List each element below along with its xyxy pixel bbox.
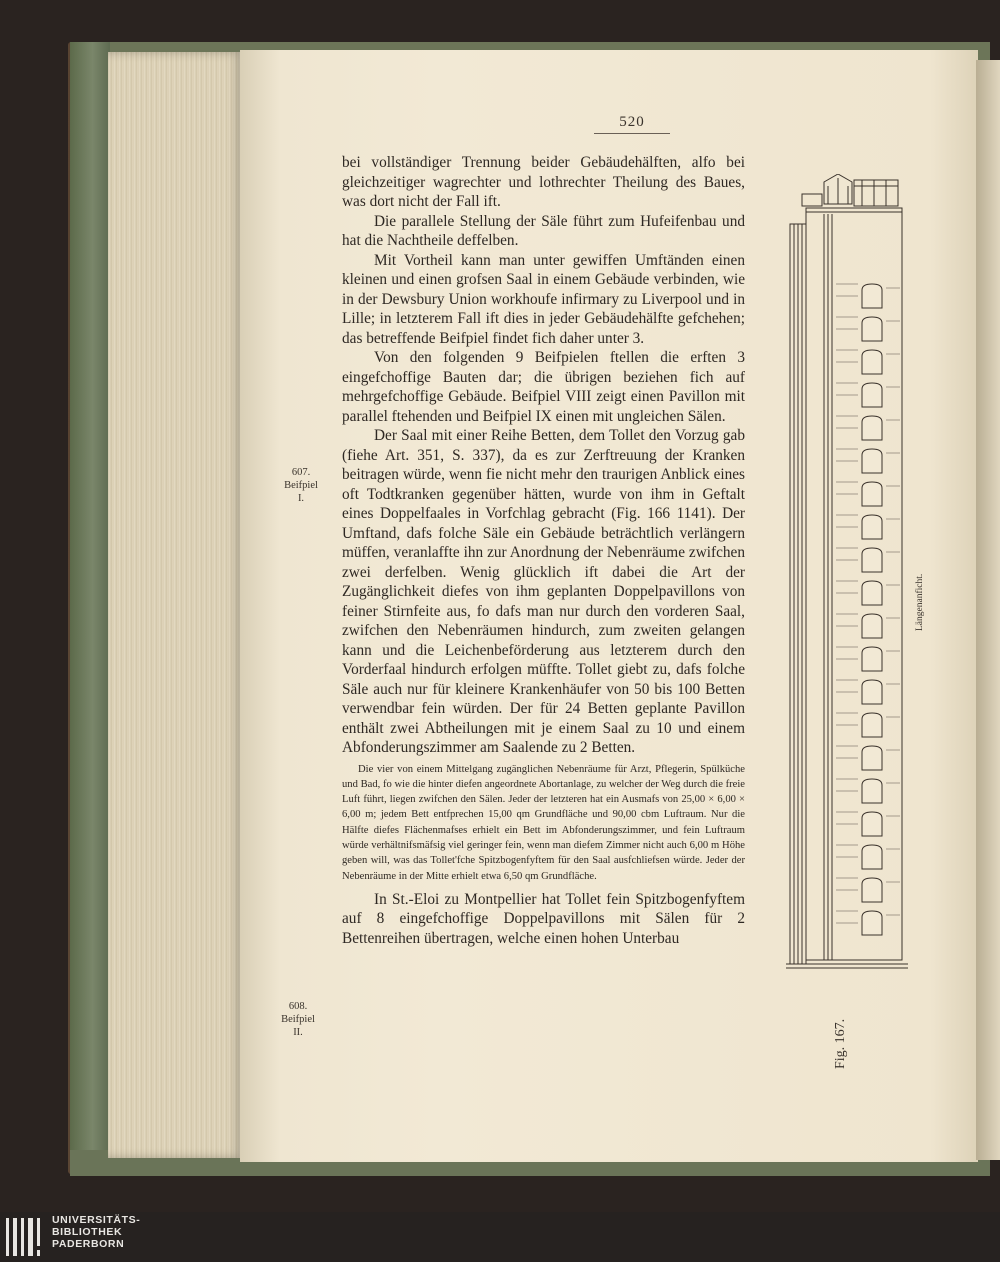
margin-note-roman: II. (293, 1027, 303, 1038)
paragraph-6: In St.-Eloi zu Montpellier hat Tollet fein Spitzbogenfyftem auf 8 eingefchoffige Doppelpavillons mit Sälen für 2 Bettenreihen übertragen, welche einen hohen Unterbau (342, 890, 745, 947)
margin-note-label: Beifpiel (284, 480, 318, 491)
margin-note-number: 607. (291, 467, 311, 478)
facing-page-edge (976, 60, 1000, 1160)
margin-note-608 (273, 1000, 323, 1039)
paragraph-3: Mit Vortheil kann man unter gewiffen Umftänden einen kleinen und einen grofsen Saal in einem Gebäude verbinden, wie in der Dewsbury Union workhoufe infirmary zu Liverpool und in Lille; in letzterem Fall ift dies in jeder Gebäudehälfte gefchehen; das betreffende Beifpiel findet fich daher unter 3. (342, 251, 745, 347)
small-print: Die vier von einem Mittelgang zugänglichen Nebenräume für Arzt, Pflegerin, Spülküche und Bad, fo wie die hinter diefen angeordnete Abortanlage, zu welcher der Weg durch die freie Luft führt, liegen zwifchen den Sälen. Jeder der letzteren hat ein Ausmafs von 25,00 × 6,00 × 6,00 m; jedem Bett entfprechen 15,00 qm Grundfläche und 90,00 cbm Luftraum. Nur die Hälfte diefes Flächenmafses erhielt ein Bett im Abfonderungszimmer, und fein Luftraum würde verhältnifsmäfsig viel geringer fein, wenn man diefem Zimmer nicht auch 6,00 m Höhe geben will, was das Tollet'fche Spitzbogenfyftem für den Saal ausfchliefsen würde. Jeder der Nebenräume in der Mitte erhielt etwa 6,50 qm Grundfläche. (342, 763, 745, 882)
margin-note-roman: I. (297, 493, 305, 504)
paragraph-1: bei vollständiger Trennung beider Gebäudehälften, alfo bei gleichzeitiger wagrechter und lothrechter Theilung des Baues, was dort nicht der Fall ift. (342, 154, 745, 210)
page-number: 520 (594, 114, 670, 134)
small-print-block (342, 762, 745, 884)
figure-caption: Längenanficht. (915, 573, 925, 631)
library-name: UNIVERSITÄTS- BIBLIOTHEK PADERBORN (52, 1214, 141, 1250)
margin-note-607 (276, 466, 326, 505)
figure-number: Fig. 167. (833, 1018, 848, 1069)
paragraph-4: Von den folgenden 9 Beifpielen ftellen die erften 3 eingefchoffige Bauten dar; die übrigen beziehen fich auf mehrgefchoffige Gebäude. Beifpiel VIII zeigt einen Pavillon mit parallel ftehenden und Beifpiel IX einen mit ungleichen Sälen. (342, 349, 745, 425)
margin-note-number: 608. (288, 1001, 308, 1012)
paragraph-5: Der Saal mit einer Reihe Betten, dem Tollet den Vorzug gab (fiehe Art. 351, S. 337), da es zur Zerftreuung der Kranken beitragen würde, wenn fie nicht mehr den traurigen Anblick eines oft Todtkranken gegenüber hätten, wurde von ihm in Geftalt eines Doppelfaales in Vorfchlag gebracht (Fig. 166 1141). Der Umftand, dafs folche Säle ein Gebäude beträchtlich verlängern müffen, veranlaffte ihn zur Anordnung der Nebenräume zwifchen zwei derfelben. Wenig glücklich ift dabei die Art der Zugänglichkeit diefes von ihm geplanten Doppelpavillons von feiner Stirnfeite aus, fo dafs man nur durch den vorderen Saal, zwifchen den Nebenräumen hindurch, zum zweiten gelangen kann und die Leichenbeförderung aus letzterem durch den Vorderfaal hindurch erfolgen müffte. Tollet giebt zu, dafs folche Säle auch nur für kleinere Krankenhäufer von 50 bis 100 Betten verwendbar fein würden. Der für 24 Betten geplante Pavillon enthält zwei Abtheilungen mit je einem Saal zu 10 und einem Abfonderungszimmer am Saalende zu 2 Betten. (342, 427, 745, 756)
paragraph-2: Die parallele Stellung der Säle führt zum Hufeifenbau und hat die Nachtheile deffelben. (342, 212, 745, 249)
main-text (342, 153, 745, 948)
library-footer (0, 1212, 1000, 1262)
library-logo-icon (6, 1218, 46, 1256)
pavilion-elevation-figure (784, 174, 910, 972)
page-stack (108, 52, 243, 1158)
margin-note-label: Beifpiel (281, 1014, 315, 1025)
